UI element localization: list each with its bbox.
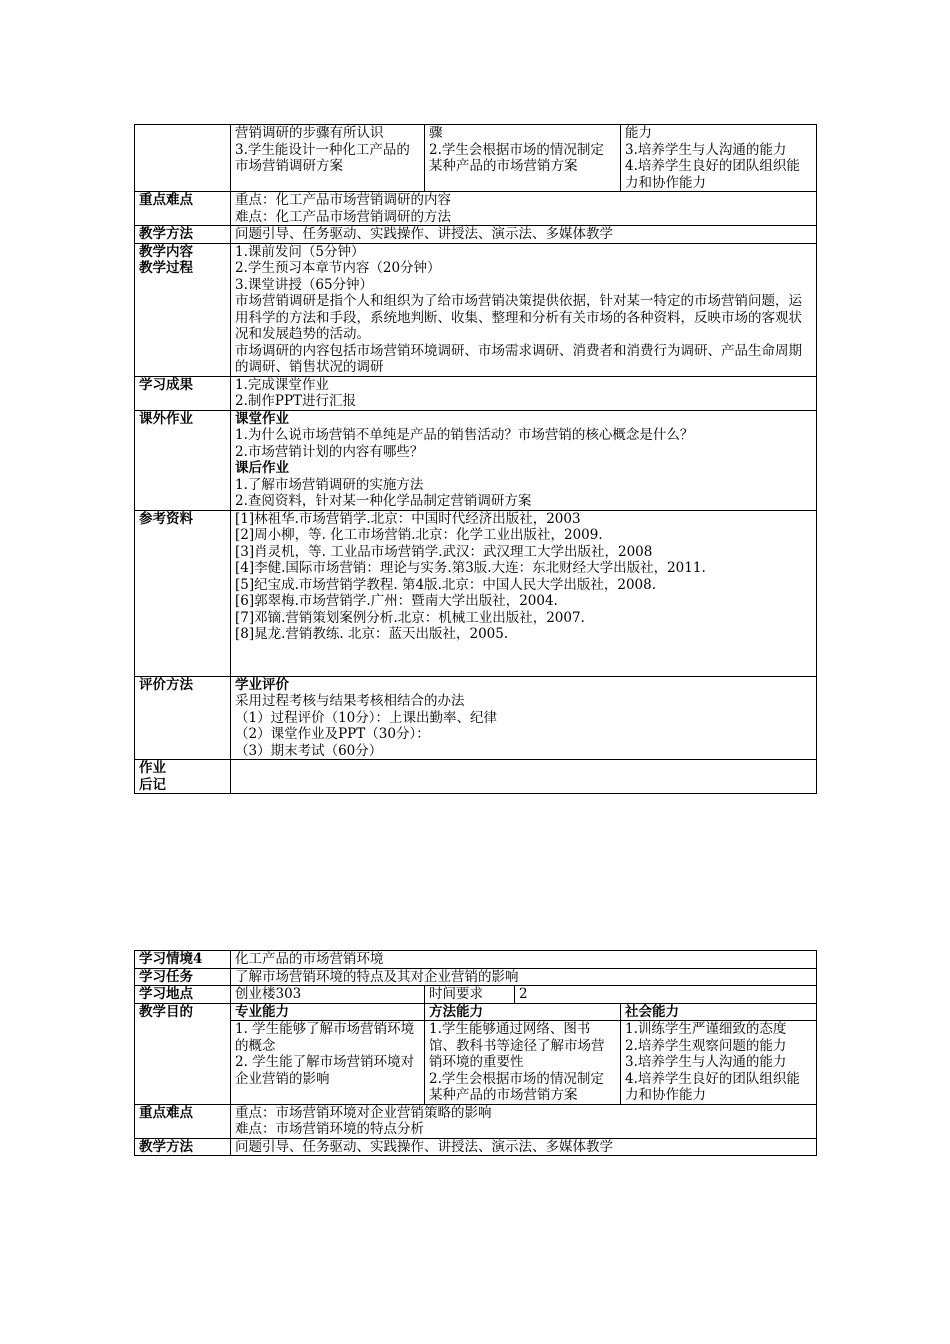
homework-item: 1.了解市场营销调研的实施方法: [235, 476, 424, 493]
homework-item: 1.为什么说市场营销不单纯是产品的销售活动？市场营销的核心概念是什么？: [235, 427, 694, 443]
key-point-line: 重点：市场营销环境对企业营销策略的影响: [235, 1104, 492, 1121]
key-points-row: [135, 192, 817, 226]
process-paragraph: 市场营销调研是指个人和组织为了给市场营销决策提供依据，针对某一特定的市场营销问题，运用科学的方法和手段，系统地判断、收集、整理和分析有关市场的各种资料，反映市场的客观状况和发展趋势的活动。: [235, 293, 802, 342]
professional-ability-cell: 1. 学生能够了解市场营销环境的概念 2. 学生能了解市场营销环境对企业营销的影响: [231, 1021, 425, 1105]
teaching-method-content: 问题引导、任务驱动、实践操作、讲授法、演示法、多媒体教学: [231, 1138, 817, 1156]
social-ability-header: 社会能力: [621, 1003, 817, 1021]
evaluation-label: 评价方法: [135, 676, 231, 760]
reference-item: [1]林祖华.市场营销学.北京：中国时代经济出版社，2003: [235, 510, 581, 527]
reference-item: [4]李健.国际市场营销：理论与实务.第3版.大连：东北财经大学出版社，2011.: [235, 560, 706, 576]
teaching-method-row: [135, 226, 817, 244]
postscript-label: [135, 760, 231, 794]
learning-outcomes-content: [231, 376, 817, 410]
reference-item: [6]郭翠梅.市场营销学.广州：暨南大学出版社，2004.: [235, 593, 558, 609]
teaching-method-content: 问题引导、任务驱动、实践操作、讲授法、演示法、多媒体教学: [231, 226, 817, 244]
key-points-label: 重点难点: [135, 1104, 231, 1138]
teaching-method-label: 教学方法: [135, 1138, 231, 1156]
task-row: [135, 968, 817, 986]
homework-item: 2.市场营销计划的内容有哪些？: [235, 443, 424, 460]
process-line: 1.课前发问（5分钟）: [235, 243, 365, 260]
location-label: 学习地点: [135, 986, 231, 1004]
postscript-row: [135, 760, 817, 794]
situation-row: [135, 951, 817, 969]
objectives-header-row: [135, 1003, 817, 1021]
evaluation-line: 采用过程考核与结果考核相结合的办法: [235, 693, 465, 709]
homework-content: [231, 410, 817, 510]
learning-outcomes-row: [135, 376, 817, 410]
teaching-process-label-2: 教学过程: [139, 260, 193, 276]
objectives-continued-row: [135, 125, 817, 192]
method-ability-cell: 1.学生能够通过网络、图书馆、教科书等途径了解市场营销环境的重要性 2.学生会根据市场的情况制定某种产品的市场营销方案: [425, 1021, 621, 1105]
lesson-plan-table-4: [134, 950, 817, 1156]
teaching-content-label: 教学内容: [139, 243, 193, 260]
location-row: [135, 986, 817, 1004]
difficulty-line: 难点：市场营销环境的特点分析: [235, 1121, 424, 1137]
reference-item: [2]周小柳，等. 化工市场营销.北京：化学工业出版社，2009.: [235, 527, 603, 543]
time-label: 时间要求: [425, 986, 515, 1004]
objectives-label: 教学目的: [135, 1003, 231, 1104]
teaching-process-row: [135, 243, 817, 376]
outcome-line: 2.制作PPT进行汇报: [235, 393, 357, 409]
reference-item: [7]邓镝.营销策划案例分析.北京：机械工业出版社，2007.: [235, 609, 585, 626]
homework-item: 2.查阅资料，针对某一种化学品制定营销调研方案: [235, 493, 532, 509]
lesson-plan-table-3: [134, 124, 817, 794]
key-points-row: [135, 1104, 817, 1138]
reference-item: [3]肖灵机，等. 工业品市场营销学.武汉：武汉理工大学出版社，2008: [235, 543, 653, 560]
key-points-content: [231, 1104, 817, 1138]
teaching-process-label: [135, 243, 231, 376]
evaluation-row: [135, 676, 817, 760]
evaluation-content: [231, 676, 817, 760]
process-line: 2.学生预习本章节内容（20分钟）: [235, 260, 441, 276]
method-ability-header: 方法能力: [425, 1003, 621, 1021]
evaluation-line: （1）过程评价（10分）：上课出勤率、纪律: [235, 709, 498, 726]
method-ability-cell: 骤 2.学生会根据市场的情况制定某种产品的市场营销方案: [425, 125, 621, 192]
teaching-method-row: [135, 1138, 817, 1156]
postscript-content: [231, 760, 817, 794]
reference-item: [5]纪宝成.市场营销学教程. 第4版.北京：中国人民大学出版社，2008.: [235, 576, 657, 593]
task-value: 了解市场营销环境的特点及其对企业营销的影响: [231, 968, 817, 986]
homework-label: 课外作业: [135, 410, 231, 510]
references-row: [135, 510, 817, 676]
key-points-label: 重点难点: [135, 192, 231, 226]
homework-row: [135, 410, 817, 510]
objectives-label-empty: [135, 125, 231, 192]
situation-label: 学习情境4: [135, 951, 231, 969]
postscript-label-1: 作业: [139, 760, 166, 776]
task-label: 学习任务: [135, 968, 231, 986]
situation-value: 化工产品的市场营销环境: [231, 951, 817, 969]
evaluation-title: 学业评价: [235, 676, 289, 693]
professional-ability-header: 专业能力: [231, 1003, 425, 1021]
location-value: 创业楼303: [231, 986, 425, 1004]
class-homework-title: 课堂作业: [235, 410, 289, 427]
key-point-line: 重点：化工产品市场营销调研的内容: [235, 192, 451, 208]
social-ability-cell: 1.训练学生严谨细致的态度 2.培养学生观察问题的能力 3.培养学生与人沟通的能力 4.培养学生良好的团队组织能力和协作能力: [621, 1021, 817, 1105]
time-value: 2: [515, 986, 817, 1004]
learning-outcomes-label: 学习成果: [135, 376, 231, 410]
difficulty-line: 难点：化工产品市场营销调研的方法: [235, 208, 451, 225]
social-ability-cell: 能力 3.培养学生与人沟通的能力 4.培养学生良好的团队组织能力和协作能力: [621, 125, 817, 192]
after-class-homework-title: 课后作业: [235, 460, 289, 476]
outcome-line: 1.完成课堂作业: [235, 376, 329, 393]
objectives-content-row: [135, 1021, 817, 1105]
evaluation-line: （3）期末考试（60分）: [235, 742, 383, 759]
process-paragraph: 市场调研的内容包括市场营销环境调研、市场需求调研、消费者和消费行为调研、产品生命周期的调研、销售状况的调研: [235, 342, 802, 375]
teaching-method-label: 教学方法: [135, 226, 231, 244]
references-label: 参考资料: [135, 510, 231, 676]
process-line: 3.课堂讲授（65分钟）: [235, 276, 374, 293]
professional-ability-cell: 营销调研的步骤有所认识 3.学生能设计一种化工产品的市场营销调研方案: [231, 125, 425, 192]
postscript-label-2: 后记: [139, 776, 166, 793]
teaching-process-content: [231, 243, 817, 376]
references-content: [231, 510, 817, 676]
key-points-content: [231, 192, 817, 226]
evaluation-line: （2）课堂作业及PPT（30分）：: [235, 726, 430, 742]
reference-item: [8]晁龙.营销教练. 北京：蓝天出版社，2005.: [235, 626, 509, 642]
